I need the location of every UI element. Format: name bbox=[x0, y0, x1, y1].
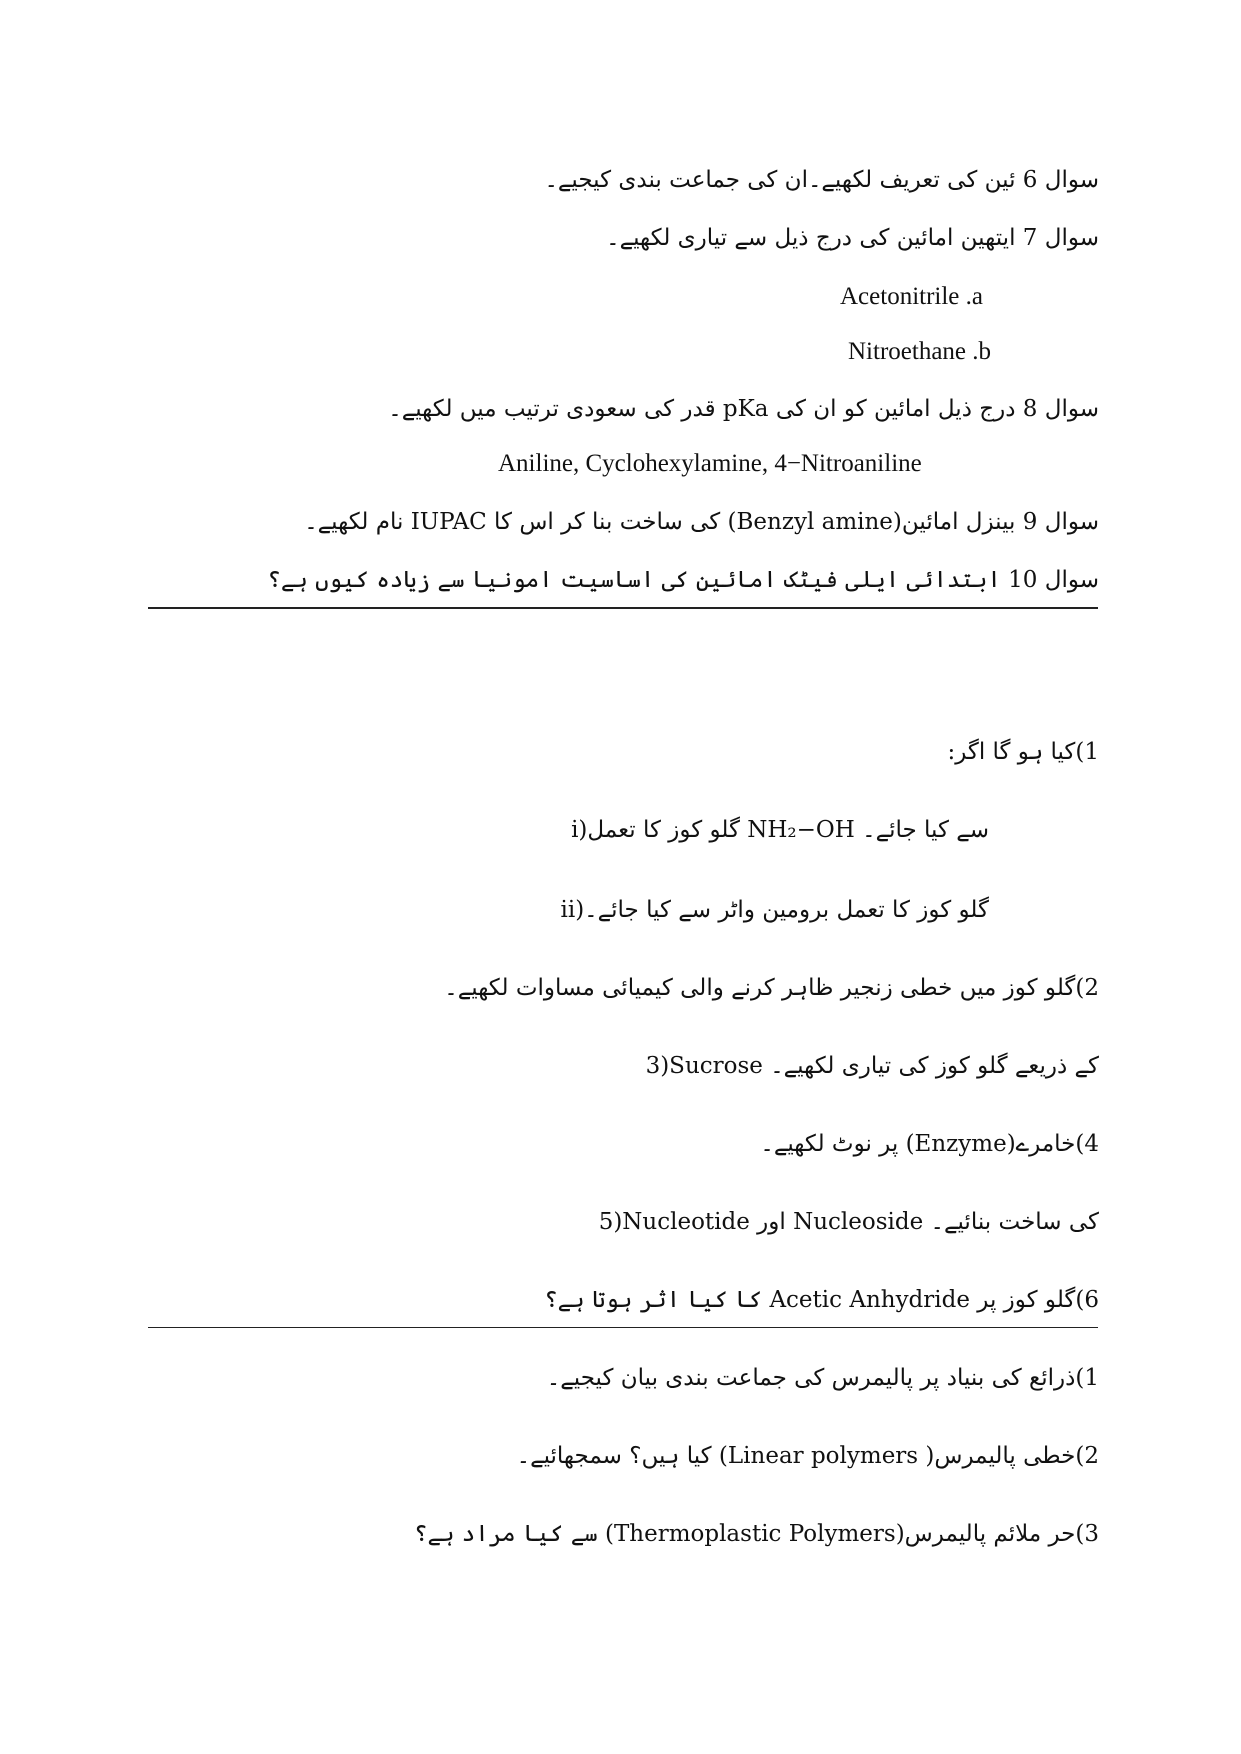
section-divider-1 bbox=[148, 607, 1098, 609]
amines-question-8-compounds: Aniline, Cyclohexylamine, 4−Nitroaniline bbox=[498, 450, 922, 477]
amines-question-10: سوال 10 ابتدائی ایلی فیٹک امائین کی اساسیت امونیا سے زیادہ کیوں ہے؟ bbox=[267, 567, 1099, 593]
polymers-question-3: 3)حر ملائم پالیمرس(Thermoplastic Polymers) سے کیا مراد ہے؟ bbox=[414, 1521, 1099, 1547]
glucose-question-4: 4)خامرے(Enzyme) پر نوٹ لکھیے۔ bbox=[760, 1131, 1099, 1157]
polymers-question-1: 1)ذرائع کی بنیاد پر پالیمرس کی جماعت بندی بیان کیجیے۔ bbox=[546, 1365, 1099, 1391]
glucose-question-3: 3)Sucrose کے ذریعے گلو کوز کی تیاری لکھیے۔ bbox=[645, 1053, 1099, 1079]
amines-question-7-option-b: Nitroethane .b bbox=[848, 338, 992, 365]
amines-question-7: سوال 7 ایتھین امائین کی درج ذیل سے تیاری لکھیے۔ bbox=[606, 225, 1099, 251]
amines-question-8: سوال 8 درج ذیل امائین کو ان کی pKa قدر کی سعودی ترتیب میں لکھیے۔ bbox=[388, 396, 1099, 422]
amines-question-6: سوال 6 ئین کی تعریف لکھیے۔ان کی جماعت بندی کیجیے۔ bbox=[544, 167, 1099, 193]
glucose-question-6: 6)گلو کوز پر Acetic Anhydride کا کیا اثر ہوتا ہے؟ bbox=[544, 1287, 1099, 1313]
glucose-question-1-part-i: i)گلو کوز کا تعمل NH₂−OH سے کیا جائے۔ bbox=[571, 817, 989, 843]
glucose-question-1: 1)کیا ہو گا اگر: bbox=[947, 739, 1099, 765]
polymers-question-2: 2)خطی پالیمرس( Linear polymers) کیا ہیں؟ سمجھائیے۔ bbox=[516, 1443, 1099, 1469]
glucose-question-2: 2)گلو کوز میں خطی زنجیر ظاہر کرنے والی کیمیائی مساوات لکھیے۔ bbox=[444, 975, 1099, 1001]
amines-question-9: سوال 9 بینزل امائین(Benzyl amine) کی ساخت بنا کر اس کا IUPAC نام لکھیے۔ bbox=[304, 509, 1099, 535]
section-divider-2 bbox=[148, 1327, 1098, 1328]
glucose-question-5: 5)Nucleotide اور Nucleoside کی ساخت بنائیے۔ bbox=[598, 1209, 1099, 1235]
glucose-question-1-part-ii: ii)گلو کوز کا تعمل برومین واٹر سے کیا جائے۔ bbox=[560, 897, 989, 923]
amines-question-7-option-a: Acetonitrile .a bbox=[840, 283, 983, 310]
